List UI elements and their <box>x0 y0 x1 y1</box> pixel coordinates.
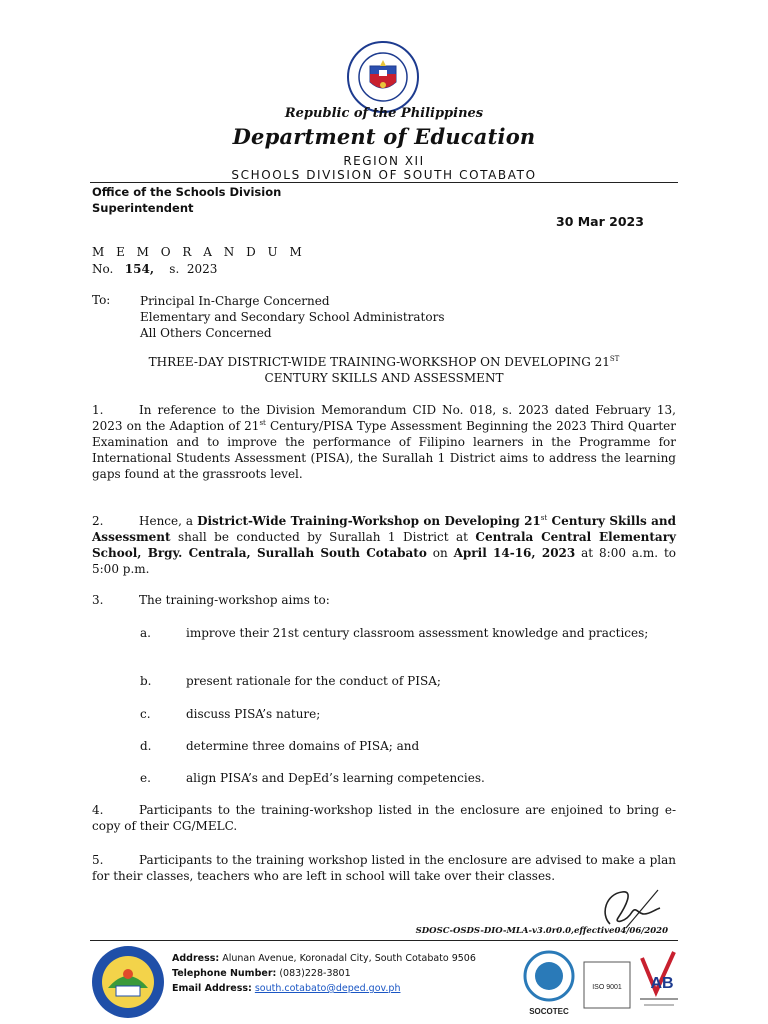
footer-contact <box>172 951 476 996</box>
paragraph-4 <box>92 802 676 834</box>
paragraph-2 <box>92 513 676 577</box>
paragraph-5 <box>92 852 676 884</box>
footer-divider <box>90 940 678 941</box>
address-value: Alunan Avenue, Koronadal City, South Cotabato 9506 <box>219 953 476 964</box>
paragraph-text: on <box>426 546 454 560</box>
paragraph-text: Hence, a <box>139 514 198 528</box>
recipient-item: Elementary and Secondary School Administrators <box>140 310 445 324</box>
aim-text: present rationale for the conduct of PISA; <box>186 674 441 688</box>
to-label: To: <box>92 293 111 307</box>
iso-logo <box>582 960 632 1010</box>
memo-year: 2023 <box>186 262 218 276</box>
paragraph-number: 4. <box>92 803 104 817</box>
aim-text: discuss PISA’s nature; <box>186 707 321 721</box>
division-heading: SCHOOLS DIVISION OF SOUTH COTABATO <box>231 168 537 182</box>
aim-item-c <box>140 706 676 722</box>
recipient-list <box>140 293 444 341</box>
deped-seal <box>346 40 420 114</box>
email-link[interactable]: south.cotabato@deped.gov.ph <box>254 983 401 994</box>
socotec-logo <box>518 948 580 1018</box>
paragraph-text: at 8:00 a.m. to 5:00 p.m. <box>92 546 677 576</box>
email-line <box>172 981 476 996</box>
subject-sup: ST <box>609 355 620 363</box>
aim-letter: b. <box>140 674 152 688</box>
recipient-item: Principal In-Charge Concerned <box>140 294 330 308</box>
paragraph-number: 3. <box>92 593 104 607</box>
paragraph-sup: st <box>259 419 266 427</box>
iso-label: ISO 9001 <box>592 984 622 991</box>
office-line-2: Superintendent <box>92 201 194 215</box>
paragraph-text: In reference to the Division Memorandum CID No. 018, s. 2023 dated February 13, 2023 on the Adaption of 21 <box>92 403 676 433</box>
memo-title: M E M O R A N D U M <box>92 245 306 259</box>
memo-subject <box>92 354 676 386</box>
paragraph-text: Century/PISA Type Assessment Beginning the 2023 Third Quarter Examination and to improve the performance of Filipino learners in the Programme for International Students Assessment (PISA), the Surallah 1 District aims to address the learning gaps found at the grassroots level. <box>92 419 676 481</box>
memo-no-label: No. <box>92 262 114 276</box>
region-heading: REGION XII <box>343 154 425 168</box>
paragraph-number: 1. <box>92 403 104 417</box>
office-line-1: Office of the Schools Division <box>92 185 282 199</box>
memo-date: 30 Mar 2023 <box>556 214 644 229</box>
paragraph-text: The training-workshop aims to: <box>139 593 330 607</box>
office-label <box>92 184 281 216</box>
phone-label: Telephone Number: <box>172 968 277 979</box>
subject-line-1: THREE-DAY DISTRICT-WIDE TRAINING-WORKSHOP ON DEVELOPING 21 <box>148 355 610 369</box>
aim-letter: e. <box>140 771 151 785</box>
aim-letter: d. <box>140 739 152 753</box>
address-line <box>172 951 476 966</box>
memo-s-label: s. <box>169 262 180 276</box>
phone-line <box>172 966 476 981</box>
aim-text: determine three domains of PISA; and <box>186 739 420 753</box>
header-divider <box>90 182 678 183</box>
aim-text: align PISA’s and DepEd’s learning competencies. <box>186 771 485 785</box>
paragraph-text: shall be conducted by Surallah 1 District at <box>170 530 476 544</box>
republic-heading: Republic of the Philippines <box>284 106 484 121</box>
paragraph-text: Participants to the training-workshop listed in the enclosure are enjoined to bring e-copy of their CG/MELC. <box>92 803 676 833</box>
paragraph-text: Participants to the training workshop listed in the enclosure are advised to make a plan for their classes, teachers who are left in school will take over their classes. <box>92 853 676 883</box>
ab-label: AB <box>650 975 674 992</box>
phone-value: (083)228-3801 <box>276 968 351 979</box>
paragraph-bold: Century Skills and Assessment <box>92 514 677 544</box>
memo-number: 154, <box>124 262 155 276</box>
aim-item-a <box>140 625 676 641</box>
aim-letter: a. <box>140 626 151 640</box>
subject-line-2: CENTURY SKILLS AND ASSESSMENT <box>264 371 504 385</box>
paragraph-bold: District-Wide Training-Workshop on Developing 21 <box>197 514 541 528</box>
paragraph-bold: Centrala Central Elementary School, Brgy. Centrala, Surallah South Cotabato <box>92 530 676 560</box>
paragraph-number: 2. <box>92 514 104 528</box>
paragraph-bold: April 14-16, 2023 <box>453 546 576 560</box>
aim-text: improve their 21st century classroom assessment knowledge and practices; <box>186 626 649 640</box>
aim-item-d <box>140 738 676 754</box>
division-logo <box>90 944 166 1020</box>
paragraph-number: 5. <box>92 853 104 867</box>
email-label: Email Address: <box>172 983 252 994</box>
recipient-item: All Others Concerned <box>140 326 272 340</box>
ab-accreditation-logo <box>636 948 682 1018</box>
department-heading: Department of Education <box>232 124 536 149</box>
paragraph-1 <box>92 402 676 482</box>
paragraph-sup: st <box>540 514 548 522</box>
aim-item-b <box>140 673 676 689</box>
aim-item-e <box>140 770 676 786</box>
aim-letter: c. <box>140 707 151 721</box>
paragraph-3 <box>92 592 676 608</box>
address-label: Address: <box>172 953 220 964</box>
socotec-label: SOCOTEC <box>529 1007 569 1016</box>
document-code: SDOSC-OSDS-DIO-MLA-v3.0r0.0,effective04/06/2020 <box>415 926 668 936</box>
memo-number-line <box>92 262 217 276</box>
